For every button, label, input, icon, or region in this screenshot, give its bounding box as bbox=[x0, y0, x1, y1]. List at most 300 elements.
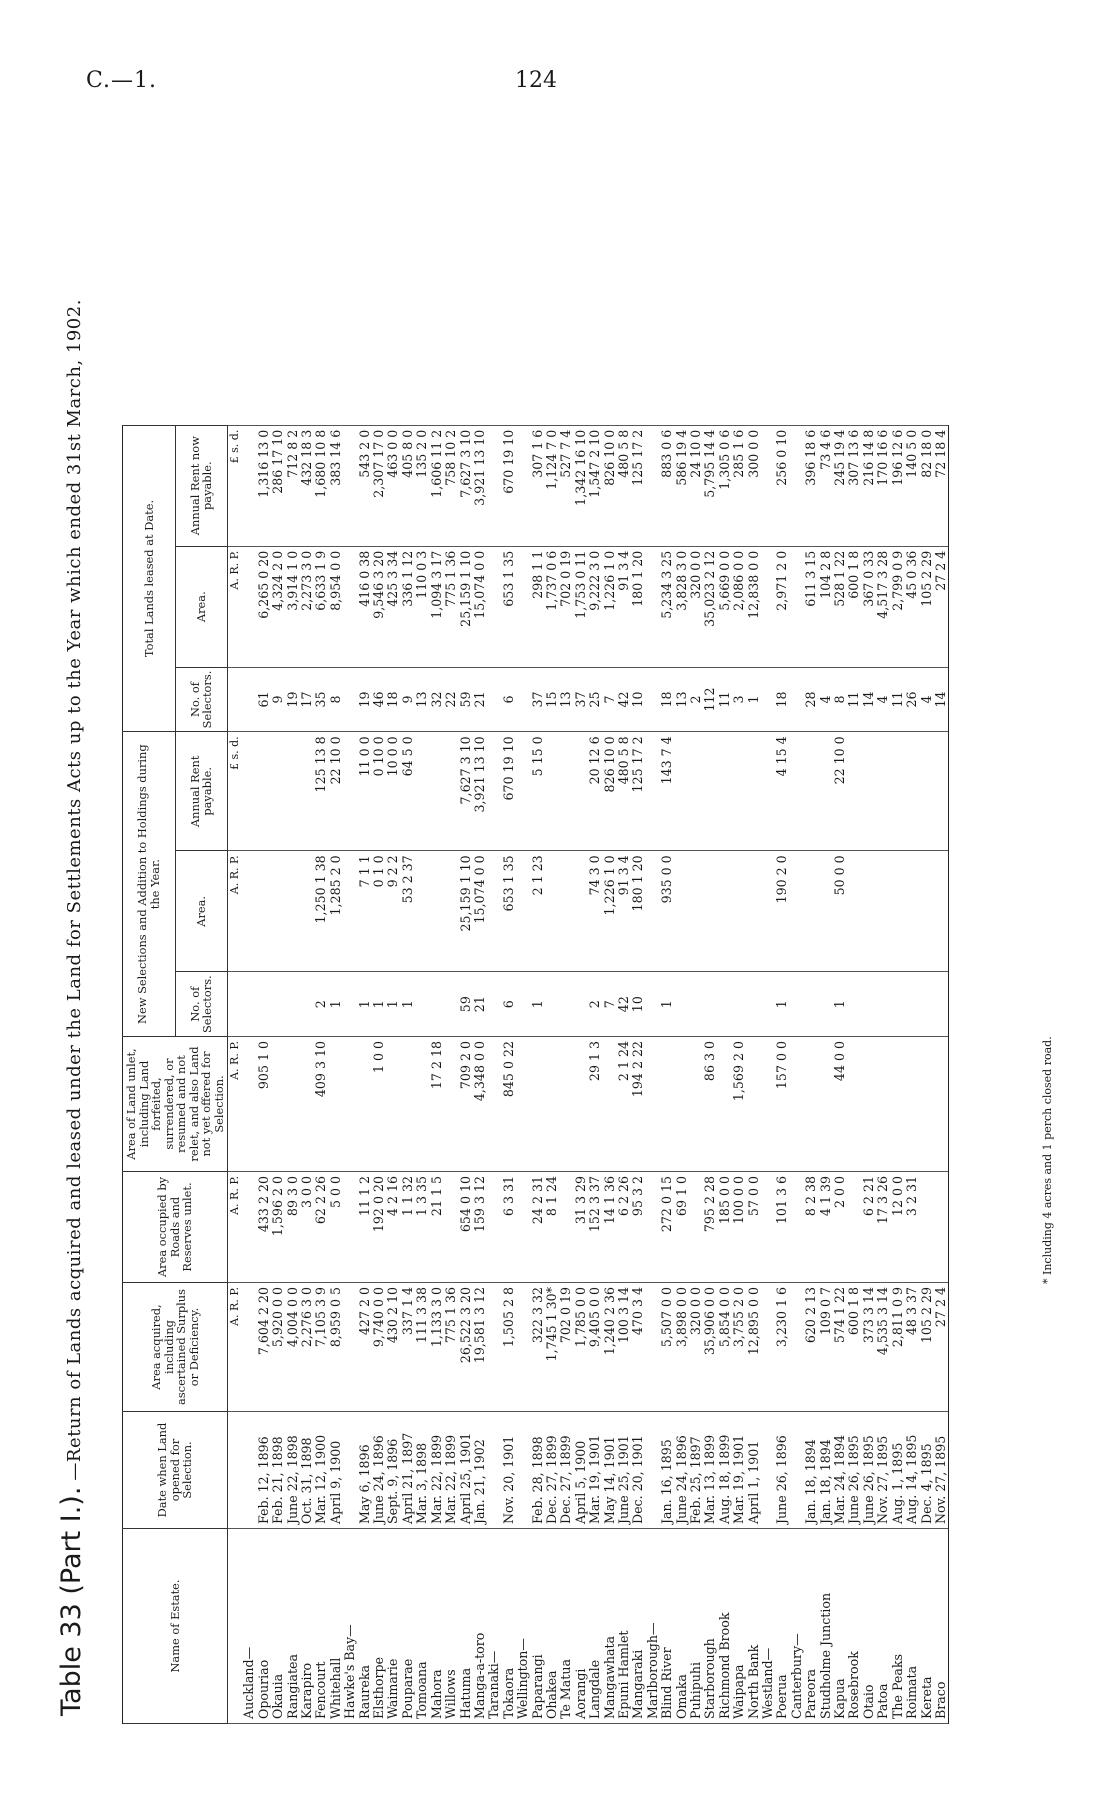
table-row bbox=[300, 425, 314, 1723]
total-rent: 883 0 6 bbox=[660, 425, 674, 546]
opened-date: Sept. 9, 1896 bbox=[386, 1412, 400, 1529]
new-selectors bbox=[430, 972, 444, 1037]
new-selectors bbox=[747, 972, 761, 1037]
unit-label: £ s. d. bbox=[228, 732, 243, 851]
new-area bbox=[847, 851, 861, 972]
estate-name: Hatuma bbox=[459, 1529, 473, 1724]
area-roads-reserves: 12 0 0 bbox=[891, 1172, 905, 1283]
new-area bbox=[444, 851, 458, 972]
district-name: Westland— bbox=[761, 1529, 775, 1724]
table-row bbox=[271, 425, 285, 1723]
lands-return-table bbox=[122, 425, 949, 1724]
table-row bbox=[473, 425, 487, 1723]
estate-name: The Peaks bbox=[891, 1529, 905, 1724]
new-rent bbox=[545, 732, 559, 851]
total-rent: 586 19 4 bbox=[675, 425, 689, 546]
area-roads-reserves: 152 3 37 bbox=[588, 1172, 602, 1283]
total-selectors: 8 bbox=[833, 667, 847, 732]
area-unlet bbox=[934, 1037, 949, 1172]
new-selectors bbox=[675, 972, 689, 1037]
total-selectors: 11 bbox=[718, 667, 732, 732]
total-area: 27 2 4 bbox=[934, 546, 949, 667]
area-roads-reserves: 8 2 38 bbox=[804, 1172, 818, 1283]
total-selectors: 4 bbox=[920, 667, 934, 732]
estate-name: Waimarie bbox=[386, 1529, 400, 1724]
new-selectors bbox=[559, 972, 573, 1037]
total-rent: 463 0 0 bbox=[386, 425, 400, 546]
area-acquired: 3,755 2 0 bbox=[732, 1283, 746, 1412]
new-rent bbox=[675, 732, 689, 851]
col-header-new-rent: Annual Rent payable. bbox=[175, 732, 228, 851]
total-area: 611 3 15 bbox=[804, 546, 818, 667]
total-area: 1,753 0 11 bbox=[574, 546, 588, 667]
area-acquired: 1,133 3 0 bbox=[430, 1283, 444, 1412]
new-area: 74 3 0 bbox=[588, 851, 602, 972]
new-area bbox=[732, 851, 746, 972]
new-selectors bbox=[732, 972, 746, 1037]
opened-date: Jan. 18, 1894 bbox=[819, 1412, 833, 1529]
total-selectors: 14 bbox=[862, 667, 876, 732]
estate-name: Kapua bbox=[833, 1529, 847, 1724]
new-rent bbox=[444, 732, 458, 851]
total-selectors: 18 bbox=[386, 667, 400, 732]
total-area: 2,799 0 9 bbox=[891, 546, 905, 667]
opened-date: Feb. 25, 1897 bbox=[689, 1412, 703, 1529]
total-selectors: 2 bbox=[689, 667, 703, 732]
total-rent: 383 14 6 bbox=[329, 425, 343, 546]
opened-date: April 21, 1897 bbox=[401, 1412, 415, 1529]
opened-date: Aug. 14, 1895 bbox=[905, 1412, 919, 1529]
total-selectors: 6 bbox=[502, 667, 516, 732]
opened-date: June 25, 1901 bbox=[617, 1412, 631, 1529]
total-selectors: 18 bbox=[775, 667, 789, 732]
total-selectors: 4 bbox=[876, 667, 890, 732]
area-unlet: 905 1 0 bbox=[257, 1037, 271, 1172]
opened-date: Aug. 1, 1895 bbox=[891, 1412, 905, 1529]
total-rent: 1,680 10 8 bbox=[314, 425, 328, 546]
new-rent: 64 5 0 bbox=[401, 732, 415, 851]
table-row bbox=[286, 425, 300, 1723]
estate-name: Epuni Hamlet bbox=[617, 1529, 631, 1724]
area-roads-reserves: 95 3 2 bbox=[631, 1172, 645, 1283]
total-rent: 140 5 0 bbox=[905, 425, 919, 546]
area-acquired: 2,276 3 0 bbox=[300, 1283, 314, 1412]
total-rent: 72 18 4 bbox=[934, 425, 949, 546]
opened-date: June 24, 1896 bbox=[372, 1412, 386, 1529]
total-selectors: 11 bbox=[847, 667, 861, 732]
area-roads-reserves: 6 3 31 bbox=[502, 1172, 516, 1283]
total-area: 9,222 3 0 bbox=[588, 546, 602, 667]
table-row bbox=[660, 425, 674, 1723]
col-header-total-selectors: No. of Selectors. bbox=[175, 667, 228, 732]
new-area bbox=[559, 851, 573, 972]
total-area: 1,094 3 17 bbox=[430, 546, 444, 667]
area-acquired: 4,535 3 14 bbox=[876, 1283, 890, 1412]
table-body bbox=[228, 425, 949, 1723]
opened-date: June 22, 1898 bbox=[286, 1412, 300, 1529]
new-selectors: 1 bbox=[358, 972, 372, 1037]
table-row bbox=[415, 425, 429, 1723]
total-area: 1,226 1 0 bbox=[603, 546, 617, 667]
table-row bbox=[775, 425, 789, 1723]
new-area bbox=[920, 851, 934, 972]
table-row bbox=[905, 425, 919, 1723]
opened-date: Mar. 19, 1901 bbox=[588, 1412, 602, 1529]
total-selectors: 14 bbox=[934, 667, 949, 732]
rotated-table-page bbox=[56, 104, 1066, 1724]
total-selectors: 3 bbox=[732, 667, 746, 732]
area-acquired: 702 0 19 bbox=[559, 1283, 573, 1412]
area-unlet bbox=[876, 1037, 890, 1172]
area-acquired: 3,898 0 0 bbox=[675, 1283, 689, 1412]
area-acquired: 322 3 32 bbox=[531, 1283, 545, 1412]
total-selectors: 8 bbox=[329, 667, 343, 732]
new-selectors bbox=[905, 972, 919, 1037]
estate-name: Puhipuhi bbox=[689, 1529, 703, 1724]
new-selectors: 21 bbox=[473, 972, 487, 1037]
new-rent: 5 15 0 bbox=[531, 732, 545, 851]
area-unlet bbox=[415, 1037, 429, 1172]
opened-date: April 5, 1900 bbox=[574, 1412, 588, 1529]
total-area: 2,273 3 0 bbox=[300, 546, 314, 667]
total-rent: 256 0 10 bbox=[775, 425, 789, 546]
area-acquired: 35,906 0 0 bbox=[703, 1283, 717, 1412]
district-name: Marlborough— bbox=[646, 1529, 660, 1724]
new-rent: 125 13 8 bbox=[314, 732, 328, 851]
opened-date: Mar. 3, 1898 bbox=[415, 1412, 429, 1529]
estate-name: Kereta bbox=[920, 1529, 934, 1724]
area-acquired: 373 3 14 bbox=[862, 1283, 876, 1412]
new-area bbox=[876, 851, 890, 972]
total-selectors: 35 bbox=[314, 667, 328, 732]
opened-date: Mar. 13, 1899 bbox=[703, 1412, 717, 1529]
table-row bbox=[718, 425, 732, 1723]
total-selectors: 25 bbox=[588, 667, 602, 732]
total-area: 12,838 0 0 bbox=[747, 546, 761, 667]
estate-name: Richmond Brook bbox=[718, 1529, 732, 1724]
area-unlet: 29 1 3 bbox=[588, 1037, 602, 1172]
area-acquired: 109 0 7 bbox=[819, 1283, 833, 1412]
table-row bbox=[502, 425, 516, 1723]
opened-date: Jan. 18, 1894 bbox=[804, 1412, 818, 1529]
total-selectors: 18 bbox=[660, 667, 674, 732]
total-selectors: 61 bbox=[257, 667, 271, 732]
total-rent: 73 4 6 bbox=[819, 425, 833, 546]
area-roads-reserves: 1 1 32 bbox=[401, 1172, 415, 1283]
area-unlet bbox=[804, 1037, 818, 1172]
new-rent: 22 10 0 bbox=[833, 732, 847, 851]
total-rent: 543 2 0 bbox=[358, 425, 372, 546]
area-acquired: 5,920 0 0 bbox=[271, 1283, 285, 1412]
area-acquired: 5,854 0 0 bbox=[718, 1283, 732, 1412]
estate-name: Raureka bbox=[358, 1529, 372, 1724]
table-row bbox=[617, 425, 631, 1723]
area-acquired: 12,895 0 0 bbox=[747, 1283, 761, 1412]
total-selectors: 46 bbox=[372, 667, 386, 732]
new-selectors: 42 bbox=[617, 972, 631, 1037]
area-acquired: 430 2 10 bbox=[386, 1283, 400, 1412]
opened-date: May 14, 1901 bbox=[603, 1412, 617, 1529]
new-selectors: 2 bbox=[314, 972, 328, 1037]
new-rent: 125 17 2 bbox=[631, 732, 645, 851]
total-selectors: 26 bbox=[905, 667, 919, 732]
opened-date: Jan. 16, 1895 bbox=[660, 1412, 674, 1529]
new-rent bbox=[300, 732, 314, 851]
new-rent bbox=[732, 732, 746, 851]
new-rent bbox=[430, 732, 444, 851]
area-unlet bbox=[444, 1037, 458, 1172]
total-rent: 432 18 3 bbox=[300, 425, 314, 546]
new-area bbox=[675, 851, 689, 972]
total-area: 15,074 0 0 bbox=[473, 546, 487, 667]
estate-name: Waipapa bbox=[732, 1529, 746, 1724]
estate-name: Braco bbox=[934, 1529, 949, 1724]
opened-date: Feb. 12, 1896 bbox=[257, 1412, 271, 1529]
opened-date: Mar. 22, 1899 bbox=[444, 1412, 458, 1529]
opened-date: Nov. 20, 1901 bbox=[502, 1412, 516, 1529]
area-roads-reserves: 6 2 26 bbox=[617, 1172, 631, 1283]
total-rent: 135 2 0 bbox=[415, 425, 429, 546]
table-row bbox=[358, 425, 372, 1723]
new-area bbox=[415, 851, 429, 972]
new-selectors: 1 bbox=[372, 972, 386, 1037]
new-rent: 480 5 8 bbox=[617, 732, 631, 851]
table-row bbox=[920, 425, 934, 1723]
unit-label: A. R. P. bbox=[228, 1037, 243, 1172]
area-acquired: 470 3 4 bbox=[631, 1283, 645, 1412]
total-rent: 196 12 6 bbox=[891, 425, 905, 546]
area-roads-reserves: 69 1 0 bbox=[675, 1172, 689, 1283]
total-rent: 125 17 2 bbox=[631, 425, 645, 546]
total-area: 4,324 2 0 bbox=[271, 546, 285, 667]
total-selectors: 28 bbox=[804, 667, 818, 732]
total-area: 180 1 20 bbox=[631, 546, 645, 667]
total-area: 367 0 33 bbox=[862, 546, 876, 667]
new-area: 653 1 35 bbox=[502, 851, 516, 972]
table-row bbox=[631, 425, 645, 1723]
opened-date: Nov. 27, 1895 bbox=[934, 1412, 949, 1529]
estate-name: Blind River bbox=[660, 1529, 674, 1724]
area-unlet bbox=[603, 1037, 617, 1172]
area-acquired: 8,959 0 5 bbox=[329, 1283, 343, 1412]
area-roads-reserves: 4 1 39 bbox=[819, 1172, 833, 1283]
area-roads-reserves bbox=[934, 1172, 949, 1283]
total-rent: 405 8 0 bbox=[401, 425, 415, 546]
total-area: 5,669 0 0 bbox=[718, 546, 732, 667]
new-rent bbox=[415, 732, 429, 851]
total-area: 775 1 36 bbox=[444, 546, 458, 667]
new-area: 15,074 0 0 bbox=[473, 851, 487, 972]
area-roads-reserves bbox=[689, 1172, 703, 1283]
district-row bbox=[242, 425, 256, 1723]
total-selectors: 13 bbox=[415, 667, 429, 732]
new-rent: 22 10 0 bbox=[329, 732, 343, 851]
unit-label: A. R. P. bbox=[228, 851, 243, 972]
new-selectors: 1 bbox=[401, 972, 415, 1037]
area-acquired: 105 2 29 bbox=[920, 1283, 934, 1412]
new-selectors: 1 bbox=[660, 972, 674, 1037]
estate-name: Whitehall bbox=[329, 1529, 343, 1724]
area-unlet bbox=[862, 1037, 876, 1172]
col-header-new-area: Area. bbox=[175, 851, 228, 972]
total-rent: 216 14 8 bbox=[862, 425, 876, 546]
area-unlet: 409 3 10 bbox=[314, 1037, 328, 1172]
total-selectors: 21 bbox=[473, 667, 487, 732]
area-roads-reserves: 17 3 26 bbox=[876, 1172, 890, 1283]
new-area bbox=[934, 851, 949, 972]
estate-name: Mahora bbox=[430, 1529, 444, 1724]
area-roads-reserves: 101 3 6 bbox=[775, 1172, 789, 1283]
new-area: 180 1 20 bbox=[631, 851, 645, 972]
area-acquired: 111 3 38 bbox=[415, 1283, 429, 1412]
area-roads-reserves bbox=[444, 1172, 458, 1283]
new-selectors: 7 bbox=[603, 972, 617, 1037]
col-header-occupied: Area occupied by Roads and Reserves unlet. bbox=[123, 1172, 228, 1283]
new-selectors bbox=[574, 972, 588, 1037]
new-area: 2 1 23 bbox=[531, 851, 545, 972]
opened-date: Mar. 22, 1899 bbox=[430, 1412, 444, 1529]
opened-date: Dec. 20, 1901 bbox=[631, 1412, 645, 1529]
new-area: 9 2 2 bbox=[386, 851, 400, 972]
district-name: Wellington— bbox=[516, 1529, 530, 1724]
new-selectors bbox=[257, 972, 271, 1037]
new-rent: 4 15 4 bbox=[775, 732, 789, 851]
area-unlet bbox=[819, 1037, 833, 1172]
new-selectors bbox=[920, 972, 934, 1037]
area-roads-reserves: 3 0 0 bbox=[300, 1172, 314, 1283]
total-selectors: 13 bbox=[559, 667, 573, 732]
table-row bbox=[833, 425, 847, 1723]
opened-date: Aug. 18, 1899 bbox=[718, 1412, 732, 1529]
area-acquired: 320 0 0 bbox=[689, 1283, 703, 1412]
area-roads-reserves bbox=[920, 1172, 934, 1283]
total-rent: 307 1 6 bbox=[531, 425, 545, 546]
table-row bbox=[314, 425, 328, 1723]
new-area: 1,250 1 38 bbox=[314, 851, 328, 972]
area-unlet: 86 3 0 bbox=[703, 1037, 717, 1172]
new-area: 190 2 0 bbox=[775, 851, 789, 972]
opened-date: Jan. 21, 1902 bbox=[473, 1412, 487, 1529]
new-rent: 10 0 0 bbox=[386, 732, 400, 851]
area-acquired: 775 1 36 bbox=[444, 1283, 458, 1412]
area-unlet bbox=[747, 1037, 761, 1172]
area-acquired: 620 2 13 bbox=[804, 1283, 818, 1412]
total-rent: 1,316 13 0 bbox=[257, 425, 271, 546]
total-area: 425 3 34 bbox=[386, 546, 400, 667]
area-unlet bbox=[660, 1037, 674, 1172]
new-selectors bbox=[286, 972, 300, 1037]
area-unlet: 157 0 0 bbox=[775, 1037, 789, 1172]
area-roads-reserves: 2 0 0 bbox=[833, 1172, 847, 1283]
total-area: 104 2 8 bbox=[819, 546, 833, 667]
total-selectors: 22 bbox=[444, 667, 458, 732]
opened-date: Dec. 27, 1899 bbox=[545, 1412, 559, 1529]
estate-name: Okauia bbox=[271, 1529, 285, 1724]
new-area: 7 1 1 bbox=[358, 851, 372, 972]
new-selectors bbox=[934, 972, 949, 1037]
area-roads-reserves: 433 2 20 bbox=[257, 1172, 271, 1283]
total-selectors: 10 bbox=[631, 667, 645, 732]
area-unlet bbox=[300, 1037, 314, 1172]
area-roads-reserves bbox=[847, 1172, 861, 1283]
new-selectors: 6 bbox=[502, 972, 516, 1037]
total-area: 653 1 35 bbox=[502, 546, 516, 667]
estate-name: Rangiatea bbox=[286, 1529, 300, 1724]
total-selectors: 11 bbox=[891, 667, 905, 732]
total-rent: 527 7 4 bbox=[559, 425, 573, 546]
new-selectors: 59 bbox=[459, 972, 473, 1037]
opened-date: Dec. 27, 1899 bbox=[559, 1412, 573, 1529]
estate-name: Roimata bbox=[905, 1529, 919, 1724]
total-selectors: 9 bbox=[271, 667, 285, 732]
table-row bbox=[934, 425, 949, 1723]
col-header-name: Name of Estate. bbox=[123, 1529, 228, 1724]
new-area bbox=[257, 851, 271, 972]
area-roads-reserves: 62 2 26 bbox=[314, 1172, 328, 1283]
area-roads-reserves: 89 3 0 bbox=[286, 1172, 300, 1283]
opened-date: June 26, 1895 bbox=[862, 1412, 876, 1529]
new-selectors bbox=[876, 972, 890, 1037]
area-acquired: 27 2 4 bbox=[934, 1283, 949, 1412]
area-roads-reserves: 185 0 0 bbox=[718, 1172, 732, 1283]
area-unlet bbox=[574, 1037, 588, 1172]
opened-date: Mar. 12, 1900 bbox=[314, 1412, 328, 1529]
total-selectors: 37 bbox=[574, 667, 588, 732]
area-unlet bbox=[920, 1037, 934, 1172]
new-rent bbox=[920, 732, 934, 851]
total-selectors: 112 bbox=[703, 667, 717, 732]
table-label: Table 33 (Part I.). bbox=[56, 1486, 87, 1716]
new-rent bbox=[934, 732, 949, 851]
total-rent: 758 10 2 bbox=[444, 425, 458, 546]
estate-name: Tomoana bbox=[415, 1529, 429, 1724]
new-selectors bbox=[718, 972, 732, 1037]
area-acquired: 600 1 8 bbox=[847, 1283, 861, 1412]
total-rent: 480 5 8 bbox=[617, 425, 631, 546]
area-roads-reserves: 6 2 21 bbox=[862, 1172, 876, 1283]
table-row bbox=[804, 425, 818, 1723]
new-area: 935 0 0 bbox=[660, 851, 674, 972]
total-selectors: 7 bbox=[603, 667, 617, 732]
estate-name: Opouriao bbox=[257, 1529, 271, 1724]
total-area: 8,954 0 0 bbox=[329, 546, 343, 667]
new-rent bbox=[891, 732, 905, 851]
area-unlet bbox=[531, 1037, 545, 1172]
estate-name: North Bank bbox=[747, 1529, 761, 1724]
opened-date: Feb. 21, 1898 bbox=[271, 1412, 285, 1529]
table-row bbox=[675, 425, 689, 1723]
area-roads-reserves: 272 0 15 bbox=[660, 1172, 674, 1283]
area-roads-reserves: 31 3 29 bbox=[574, 1172, 588, 1283]
table-row bbox=[732, 425, 746, 1723]
table-row bbox=[603, 425, 617, 1723]
district-name: Auckland— bbox=[242, 1529, 256, 1724]
new-selectors: 1 bbox=[329, 972, 343, 1037]
total-selectors: 59 bbox=[459, 667, 473, 732]
table-row bbox=[891, 425, 905, 1723]
district-row bbox=[790, 425, 804, 1723]
area-acquired: 1,240 2 36 bbox=[603, 1283, 617, 1412]
new-area bbox=[703, 851, 717, 972]
area-acquired: 19,581 3 12 bbox=[473, 1283, 487, 1412]
estate-name: Paparangi bbox=[531, 1529, 545, 1724]
total-area: 105 2 29 bbox=[920, 546, 934, 667]
new-area bbox=[819, 851, 833, 972]
col-header-unlet: Area of Land unlet, including Land forfeited, surrendered, or resumed and not relet, and also Land not yet offered for Selection. bbox=[123, 1037, 228, 1172]
total-rent: 300 0 0 bbox=[747, 425, 761, 546]
total-selectors: 32 bbox=[430, 667, 444, 732]
table-row bbox=[703, 425, 717, 1723]
